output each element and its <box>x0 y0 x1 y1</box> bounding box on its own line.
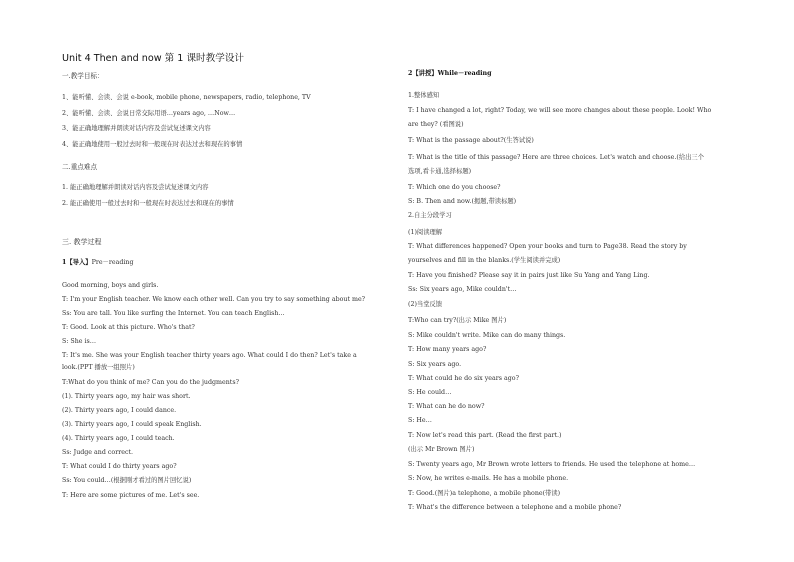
text-line: 1.整体感知 <box>408 92 440 99</box>
text-line: T: Here are some pictures of me. Let's see. <box>62 492 200 499</box>
text-line: S: Mike couldn't write. Mike can do many things. <box>408 332 566 339</box>
text-line: T: Which one do you choose? <box>408 184 501 191</box>
objective-line: 1、能听懂、会读、会说 e-book, mobile phone, newspapers, radio, telephone, TV <box>62 94 311 101</box>
text-line: (2). Thirty years ago, I could dance. <box>62 407 177 414</box>
text-line: S: Twenty years ago, Mr Brown wrote letters to friends. He used the telephone at home… <box>408 461 696 468</box>
text-line: yourselves and fill in the blanks.(学生阅读并完成) <box>408 257 561 264</box>
intro-heading <box>62 259 133 267</box>
objective-line: 3、能正确地理解并朗读对话内容及尝试复述课文内容 <box>62 125 211 132</box>
section-tag: 2【讲授】 <box>408 70 438 77</box>
text-line: S: Six years ago. <box>408 361 462 368</box>
text-line: (1). Thirty years ago, my hair was short. <box>62 393 191 400</box>
text-line: (4). Thirty years ago, I could teach. <box>62 435 175 442</box>
text-line: T: I'm your English teacher. We know each other well. Can you try to say something about me? <box>62 296 366 303</box>
objectives-heading: 一.教学目标： <box>62 72 104 80</box>
text-line: S: He… <box>408 417 432 424</box>
text-line: (2)当堂反馈 <box>408 301 443 308</box>
text-line: T: What's the difference between a telephone and a mobile phone? <box>408 504 622 511</box>
text-line: Ss: You could…(根据刚才看过的图片回忆说) <box>62 477 192 484</box>
process-heading: 三. 教学过程 <box>62 238 102 246</box>
text-line: Ss: Six years ago, Mike couldn't… <box>408 286 517 293</box>
text-line: (出示 Mr Brown 图片) <box>408 446 475 453</box>
text-line: S: Now, he writes e-mails. He has a mobile phone. <box>408 475 569 482</box>
text-line: S: She is… <box>62 338 97 345</box>
document-title: Unit 4 Then and now 第 1 课时教学设计 <box>62 53 245 64</box>
text-line: S: B. Then and now.(揭题,带读标题) <box>408 198 517 205</box>
text-line: T: What can he do now? <box>408 403 485 410</box>
text-line: S: He could… <box>408 389 452 396</box>
objective-line: 4、能正确地使用一般过去时和一般现在时表达过去和现在的事情 <box>62 141 243 148</box>
text-line: are they? (看图说) <box>408 121 464 128</box>
text-line: T: It's me. She was your English teacher thirty years ago. What could I do then? Let's take a <box>62 352 357 359</box>
intro-tag: 1【导入】 <box>62 259 92 266</box>
text-line: T: What is the passage about?(生答试说) <box>408 137 534 144</box>
text-line: T: How many years ago? <box>408 346 487 353</box>
text-line: T: What is the title of this passage? Here are three choices. Let's watch and choose.(给出三个 <box>408 154 705 161</box>
text-line: (3). Thirty years ago, I could speak English. <box>62 421 202 428</box>
text-line: 选项,看卡通,选择标题) <box>408 168 472 175</box>
text-line: (1)阅读理解 <box>408 229 443 236</box>
text-line: look.(PPT 播放一组照片) <box>62 364 135 371</box>
text-line: T:What do you think of me? Can you do the judgments? <box>62 379 239 386</box>
text-line: T: What differences happened? Open your books and turn to Page38. Read the story by <box>408 243 687 250</box>
text-line: T:Who can try?(出示 Mike 图片) <box>408 317 507 324</box>
section-heading <box>408 70 492 78</box>
text-line: Good morning, boys and girls. <box>62 282 159 289</box>
text-line: Ss: You are tall. You like surfing the Internet. You can teach English… <box>62 310 285 317</box>
text-line: Ss: Judge and correct. <box>62 449 134 456</box>
text-line: 2.自主分段学习 <box>408 212 452 219</box>
keypoint-line: 2. 能正确使用一般过去时和一般现在时表达过去和现在的事情 <box>62 200 234 207</box>
text-line: T: I have changed a lot, right? Today, we will see more changes about these people. Look! Who <box>408 107 712 114</box>
keypoint-line: 1. 能正确地理解并朗读对话内容及尝试复述课文内容 <box>62 184 209 191</box>
text-line: T: Now let's read this part. (Read the first part.) <box>408 432 562 439</box>
text-line: T: What could I do thirty years ago? <box>62 463 177 470</box>
text-line: T: Good.(图片)a telephone, a mobile phone(带读) <box>408 490 561 497</box>
keypoints-heading: 二.重点难点 <box>62 163 98 171</box>
text-line: T: What could he do six years ago? <box>408 375 519 382</box>
intro-title: Pre－reading <box>91 259 134 266</box>
text-line: T: Good. Look at this picture. Who's that? <box>62 324 195 331</box>
section-title: While－reading <box>437 70 492 77</box>
objective-line: 2、能听懂、会读、会说日常交际用语…years ago, …Now… <box>62 110 236 117</box>
text-line: T: Have you finished? Please say it in pairs just like Su Yang and Yang Ling. <box>408 272 650 279</box>
